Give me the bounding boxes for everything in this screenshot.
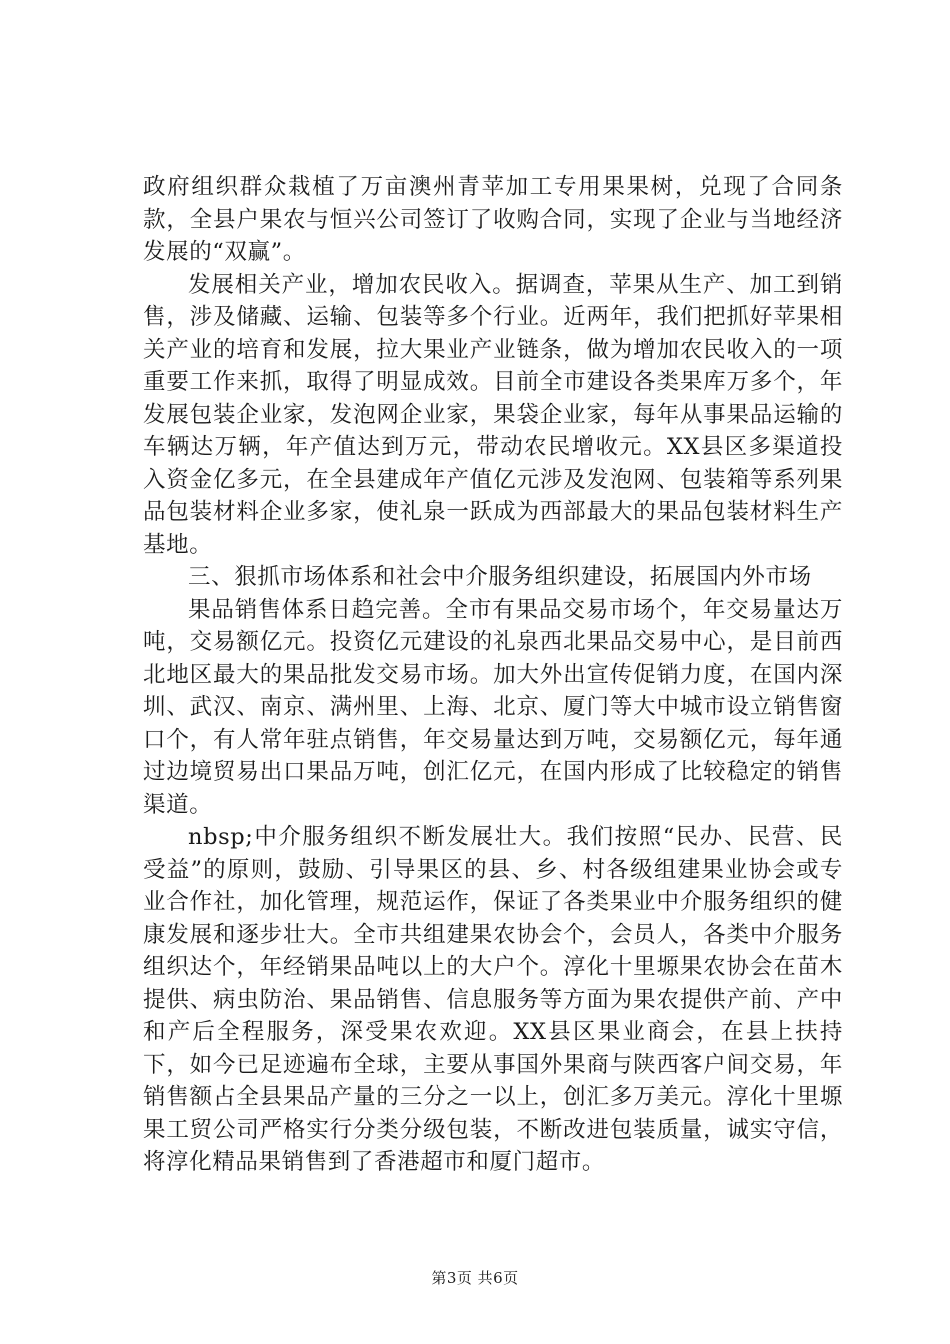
paragraph-1: 政府组织群众栽植了万亩澳州青苹加工专用果果树，兑现了合同条款，全县户果农与恒兴公司签订了收购合同，实现了企业与当地经济发展的“双赢”。 <box>143 174 843 265</box>
paragraph-4: 果品销售体系日趋完善。全市有果品交易市场个，年交易量达万吨，交易额亿元。投资亿元建设的礼泉西北果品交易中心，是目前西北地区最大的果品批发交易市场。加大外出宣传促销力度，在国内深圳、武汉、南京、满州里、上海、北京、厦门等大中城市设立销售窗口个，有人常年驻点销售，年交易量达到万吨，交易额亿元，每年通过边境贸易出口果品万吨，创汇亿元，在国内形成了比较稳定的销售渠道。 <box>143 596 843 818</box>
paragraph-5: nbsp;中介服务组织不断发展壮大。我们按照“民办、民营、民受益”的原则，鼓励、引导果区的县、乡、村各级组建果业协会或专业合作社，加化管理，规范运作，保证了各类果业中介服务组织的健康发展和逐步壮大。全市共组建果农协会个，会员人，各类中介服务组织达个，年经销果品吨以上的大户个。淳化十里塬果农协会在苗木提供、病虫防治、果品销售、信息服务等方面为果农提供产前、产中和产后全程服务，深受果农欢迎。XX县区果业商会，在县上扶持下，如今已足迹遍布全球，主要从事国外果商与陕西客户间交易，年销售额占全县果品产量的三分之一以上，创汇多万美元。淳化十里塬果工贸公司严格实行分类分级包装，不断改进包装质量，诚实守信，将淳化精品果销售到了香港超市和厦门超市。 <box>143 824 843 1175</box>
document-body <box>143 171 843 1179</box>
section-heading-3: 三、狠抓市场体系和社会中介服务组织建设，拓展国内外市场 <box>188 564 812 590</box>
paragraph-2: 发展相关产业，增加农民收入。据调查，苹果从生产、加工到销售，涉及储藏、运输、包装等多个行业。近两年，我们把抓好苹果相关产业的培育和发展，拉大果业产业链条，做为增加农民收入的一项重要工作来抓，取得了明显成效。目前全市建设各类果库万多个，年发展包装企业家，发泡网企业家，果袋企业家，每年从事果品运输的车辆达万辆，年产值达到万元，带动农民增收元。XX县区多渠道投入资金亿多元，在全县建成年产值亿元涉及发泡网、包装箱等系列果品包装材料企业多家，使礼泉一跃成为西部最大的果品包装材料生产基地。 <box>143 271 843 558</box>
page-number-footer: 第3页 共6页 <box>431 1269 519 1287</box>
